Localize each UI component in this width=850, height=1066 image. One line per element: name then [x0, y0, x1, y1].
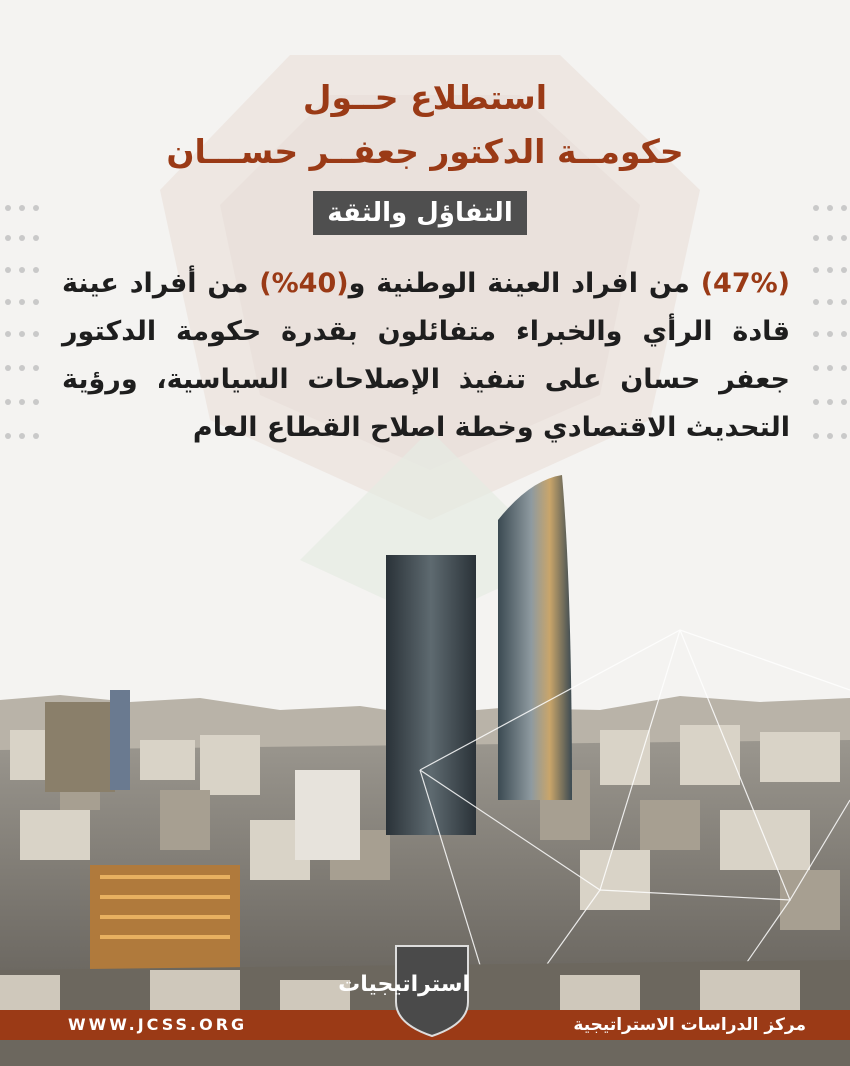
logo-lettering: استراتيجيات — [338, 972, 470, 997]
topic-badge: التفاؤل والثقة — [313, 191, 527, 235]
experts-sample-percentage: (40%) — [259, 268, 349, 299]
website-link[interactable]: WWW.JCSS.ORG — [68, 1015, 248, 1034]
center-name: مركز الدراسات الاستراتيجية — [573, 1015, 806, 1035]
national-sample-percentage: (47%) — [700, 268, 791, 299]
page-title-line1: استطلاع حــول — [302, 78, 548, 117]
survey-finding-paragraph — [62, 260, 790, 452]
finding-text-part2: من أفراد عينة قادة الرأي والخبراء متفائلون بقدرة حكومة الدكتور جعفر حسان على تنفيذ الإصلاحات السياسية، ورؤية التحديث الاقتصادي وخطة اصلاح القطاع العام — [62, 268, 790, 443]
left-dots-decoration — [0, 200, 40, 450]
right-dots-decoration — [810, 200, 850, 450]
page-title-line2: حكومــة الدكتور جعفــر حســـان — [166, 132, 684, 171]
finding-text-part1: من افراد العينة الوطنية و — [348, 268, 701, 299]
